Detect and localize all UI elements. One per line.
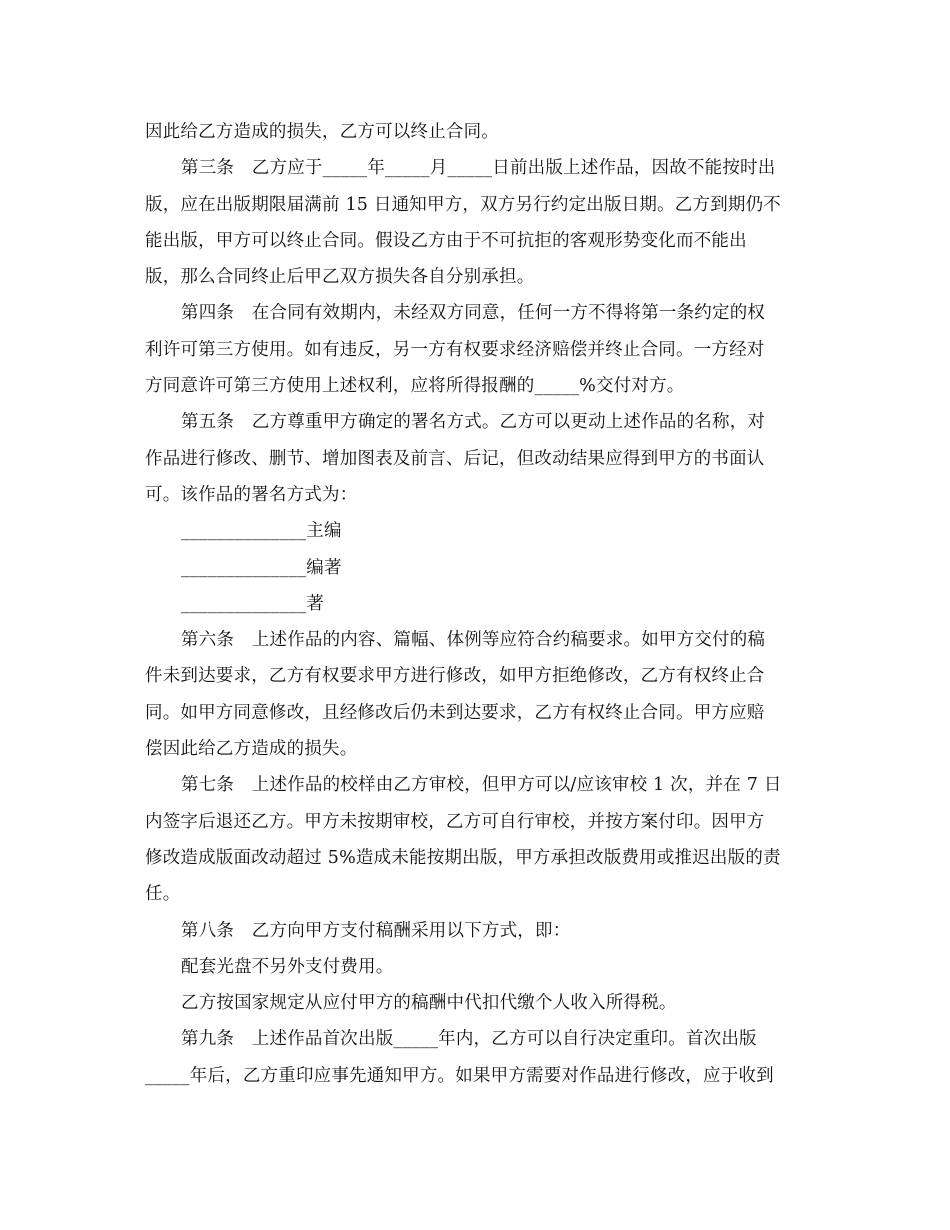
text-line: 版，应在出版期限届满前 15 日通知甲方，双方另行约定出版日期。乙方到期仍不 (145, 194, 781, 215)
text-line: 版，那么合同终止后甲乙双方损失各自分别承担。 (145, 267, 535, 288)
text-line: 第九条 上述作品首次出版_____年内，乙方可以自行决定重印。首次出版 (181, 1029, 757, 1050)
text-line: 可。该作品的署名方式为： (145, 484, 358, 505)
text-line: 第八条 乙方向甲方支付稿酬采用以下方式，即： (181, 920, 571, 941)
text-line: 因此给乙方造成的损失，乙方可以终止合同。 (145, 122, 499, 142)
text-line: 任。 (145, 884, 181, 905)
text-line: 件未到达要求，乙方有权要求甲方进行修改，如甲方拒绝修改，乙方有权终止合 (145, 666, 765, 687)
text-line: 第五条 乙方尊重甲方确定的署名方式。乙方可以更动上述作品的名称，对 (181, 412, 766, 433)
text-line: 第七条 上述作品的校样由乙方审校，但甲方可以/应该审校 1 次，并在 7 日 (181, 775, 782, 796)
text-line: 第四条 在合同有效期内，未经双方同意，任何一方不得将第一条约定的权 (181, 303, 766, 324)
text-line: 内签字后退还乙方。甲方未按期审校，乙方可自行审校，并按方案付印。因甲方 (145, 811, 765, 832)
text-line: 同。如甲方同意修改，且经修改后仍未到达要求，乙方有权终止合同。甲方应赔 (145, 702, 765, 723)
text-line: 修改造成版面改动超过 5%造成未能按期出版，甲方承担改版费用或推迟出版的责 (145, 847, 781, 868)
text-line: _____年后，乙方重印应事先通知甲方。如果甲方需要对作品进行修改，应于收到 (145, 1065, 774, 1086)
text-line: 配套光盘不另外支付费用。 (181, 956, 394, 977)
text-line: 利许可第三方使用。如有违反，另一方有权要求经济赔偿并终止合同。一方经对 (145, 339, 765, 360)
text-line: 作品进行修改、删节、增加图表及前言、后记，但改动结果应得到甲方的书面认 (145, 448, 765, 469)
signature-blank-line: ______________著 (181, 593, 324, 614)
signature-blank-line: ______________主编 (181, 521, 342, 542)
text-line: 第六条 上述作品的内容、篇幅、体例等应符合约稿要求。如甲方交付的稿 (181, 630, 766, 651)
text-line: 第三条 乙方应于_____年_____月_____日前出版上述作品，因故不能按时出 (181, 158, 776, 179)
text-line: 方同意许可第三方使用上述权利，应将所得报酬的_____%交付对方。 (145, 376, 685, 397)
contract-text-body (145, 114, 810, 1094)
signature-blank-line: ______________编著 (181, 557, 342, 578)
text-line: 乙方按国家规定从应付甲方的稿酬中代扣代缴个人收入所得税。 (181, 993, 677, 1014)
text-line: 能出版，甲方可以终止合同。假设乙方由于不可抗拒的客观形势变化而不能出 (145, 230, 747, 251)
text-line: 偿因此给乙方造成的损失。 (145, 739, 358, 760)
